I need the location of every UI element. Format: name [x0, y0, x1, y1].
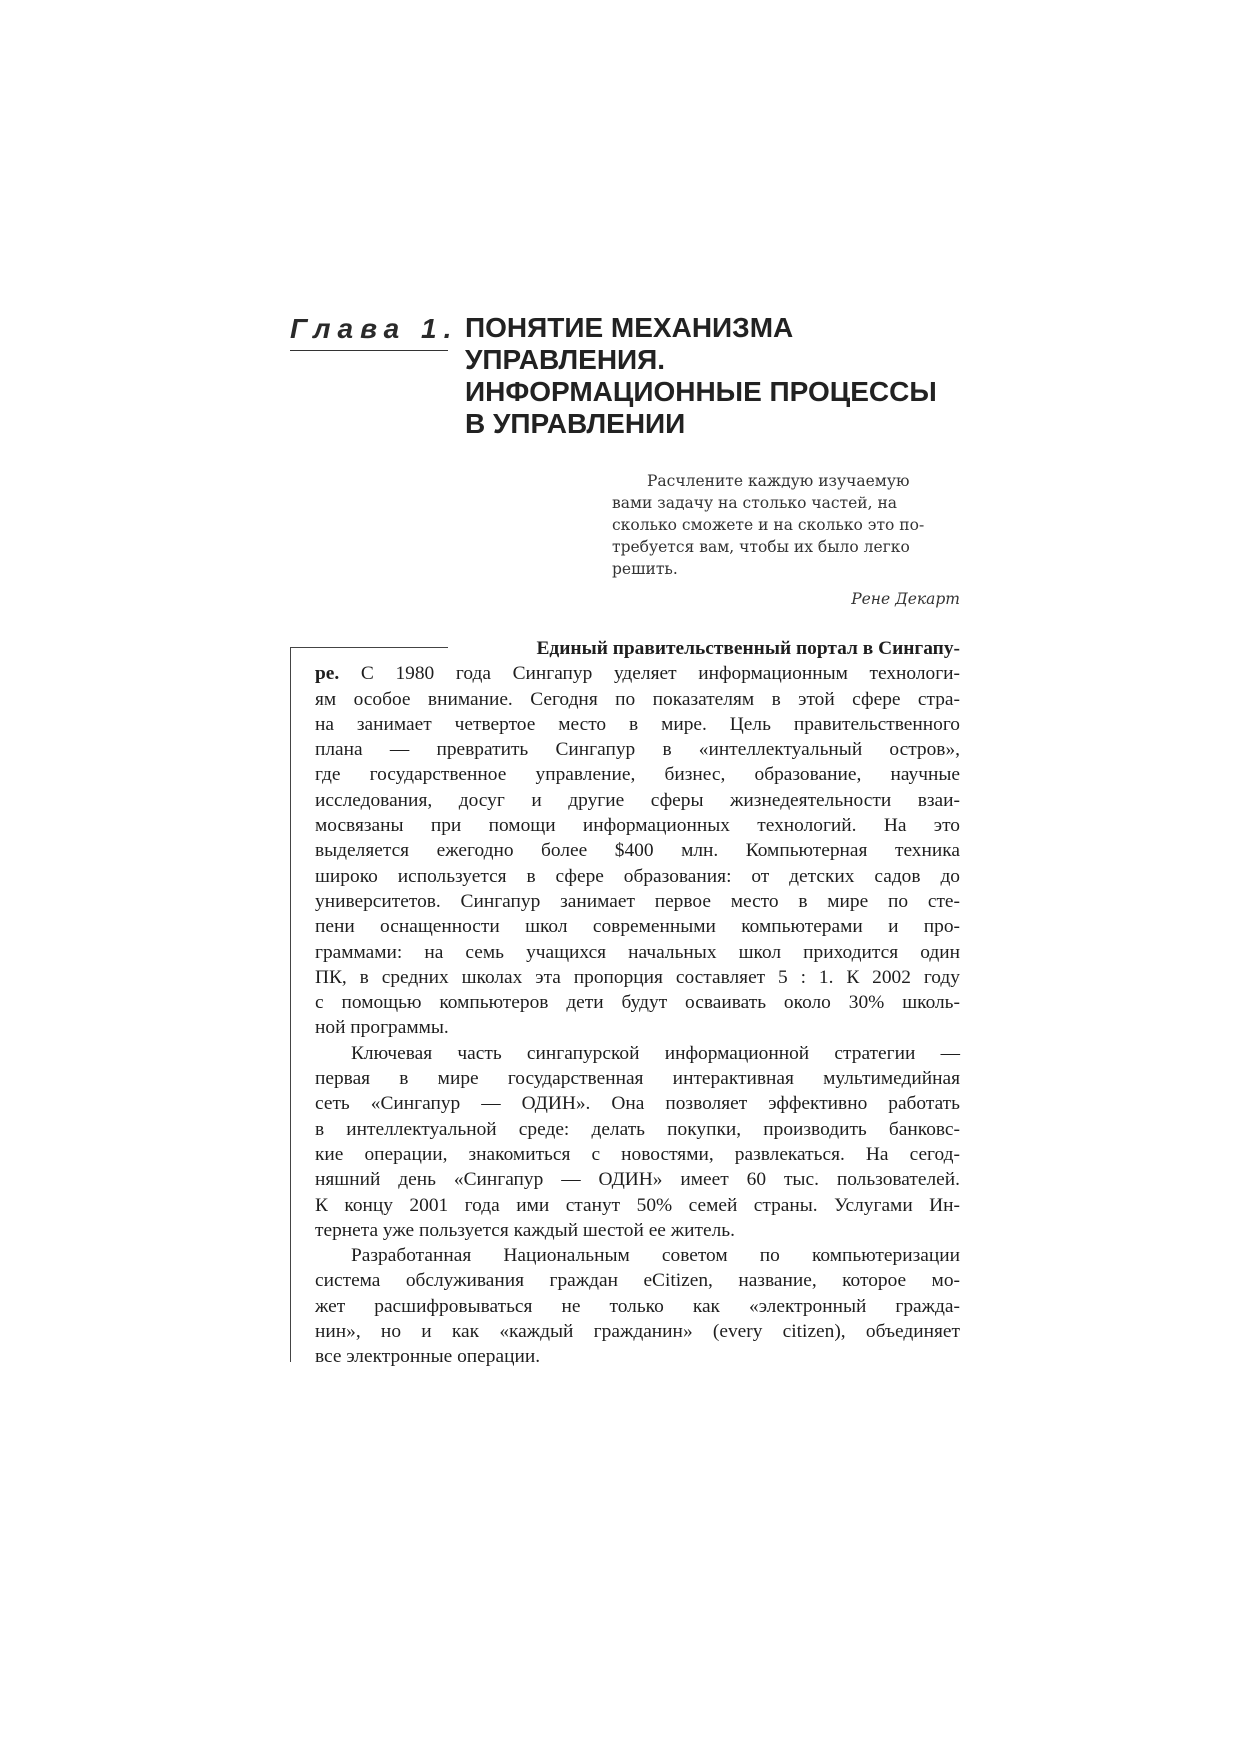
paragraph-text: С 1980 года Сингапур уделяет информационным технологи-: [339, 663, 960, 685]
epigraph-author: Рене Декарт: [851, 590, 960, 608]
paragraph-line: с помощью компьютеров дети будут осваивать около 30% школь-: [315, 992, 960, 1014]
chapter-label-underline: [290, 350, 448, 351]
sidebar-text: [315, 636, 960, 1370]
paragraph-line: система обслуживания граждан eCitizen, название, которое мо-: [315, 1270, 960, 1292]
paragraph-line: в интеллектуальной среде: делать покупки, производить банковс-: [315, 1118, 960, 1140]
epigraph-line: требуется вам, чтобы их было легко: [612, 538, 910, 556]
paragraph-line: кие операции, знакомиться с новостями, развлекаться. На сегод-: [315, 1143, 960, 1165]
paragraph-line: К концу 2001 года ими станут 50% семей страны. Услугами Ин-: [315, 1194, 960, 1216]
paragraph-line: тернета уже пользуется каждый шестой ее житель.: [315, 1219, 735, 1241]
epigraph: [612, 470, 960, 580]
paragraph-line: Ключевая часть сингапурской информационной стратегии —: [351, 1042, 960, 1064]
epigraph-line: вами задачу на столько частей, на: [612, 494, 898, 512]
sidebar-heading-part1: Единый правительственный портал в Сингапу-: [536, 638, 960, 659]
chapter-title: [465, 312, 985, 440]
epigraph-line: решить.: [612, 560, 678, 578]
epigraph-line: Расчлените каждую изучаемую: [647, 472, 910, 490]
epigraph-line: сколько сможете и на сколько это по-: [612, 516, 925, 534]
paragraph-line: няшний день «Сингапур — ОДИН» имеет 60 тыс. пользователей.: [315, 1169, 960, 1191]
paragraph-line: пени оснащенности школ современными компьютерами и про-: [315, 916, 960, 938]
paragraph-line: сеть «Сингапур — ОДИН». Она позволяет эффективно работать: [315, 1093, 960, 1115]
paragraph-line: мосвязаны при помощи информационных технологий. На это: [315, 815, 960, 837]
paragraph-line: исследования, досуг и другие сферы жизнедеятельности взаи-: [315, 789, 960, 811]
sidebar-heading-line: [315, 636, 960, 661]
chapter-label: Глава 1.: [290, 313, 459, 344]
paragraph-line: первая в мире государственная интерактивная мультимедийная: [315, 1068, 960, 1090]
paragraph-line: граммами: на семь учащихся начальных школ приходится один: [315, 941, 960, 963]
paragraph-line: все электронные операции.: [315, 1346, 541, 1368]
sidebar-heading-part2: ре.: [315, 663, 340, 685]
paragraph-line: университетов. Сингапур занимает первое место в мире по сте-: [315, 890, 960, 912]
chapter-title-line: В УПРАВЛЕНИИ: [465, 408, 686, 439]
paragraph-line: жет расшифровываться не только как «электронный гражда-: [315, 1295, 960, 1317]
paragraph-line: Разработанная Национальным советом по компьютеризации: [351, 1245, 960, 1267]
paragraph-line: где государственное управление, бизнес, образование, научные: [315, 764, 960, 786]
chapter-title-line: ИНФОРМАЦИОННЫЕ ПРОЦЕССЫ: [465, 376, 937, 407]
paragraph-line: на занимает четвертое место в мире. Цель правительственного: [315, 713, 960, 735]
paragraph-line: плана — превратить Сингапур в «интеллектуальный остров»,: [315, 739, 960, 761]
paragraph-line: ПК, в средних школах эта пропорция составляет 5 : 1. К 2002 году: [315, 966, 960, 988]
chapter-title-line: ПОНЯТИЕ МЕХАНИЗМА: [465, 312, 794, 343]
paragraph-line: ям особое внимание. Сегодня по показателям в этой сфере стра-: [315, 688, 960, 710]
sidebar-frame-left-rule: [290, 647, 291, 1362]
paragraph-line: широко используется в сфере образования: от детских садов до: [315, 865, 960, 887]
paragraph-line: выделяется ежегодно более $400 млн. Компьютерная техника: [315, 840, 960, 862]
chapter-title-line: УПРАВЛЕНИЯ.: [465, 344, 666, 375]
paragraph-line: нин», но и как «каждый гражданин» (every citizen), объединяет: [315, 1321, 960, 1343]
paragraph-line: ной программы.: [315, 1017, 449, 1039]
paragraph-line: [315, 661, 960, 686]
